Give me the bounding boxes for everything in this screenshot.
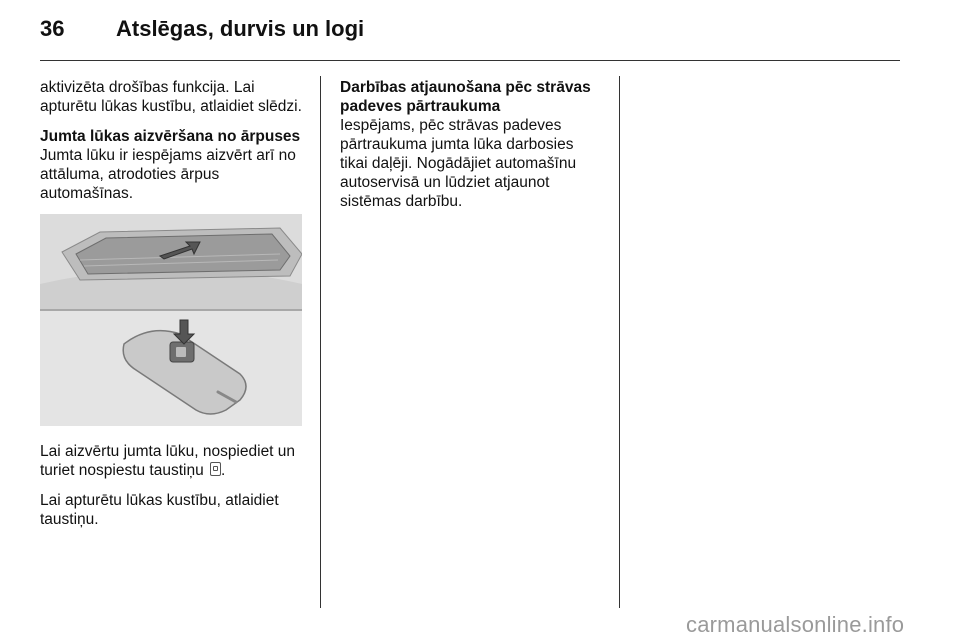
figure-divider [40, 309, 302, 311]
section-paragraph-power-restore: Iespējams, pēc strāvas padeves pārtraukuma jumta lūka darbosies tikai daļēji. Nogādājiet automašīnu autoservisā un lūdziet atjaunot sistēmas darbību. [340, 117, 577, 210]
section-heading-close-from-outside: Jumta lūkas aizvēršana no ārpuses [40, 128, 301, 145]
instruction-release: Lai apturētu lūkas kustību, atlaidiet taustiņu. [40, 492, 279, 528]
watermark: carmanualsonline.info [686, 612, 905, 637]
column-2 [340, 78, 602, 222]
page-title: Atslēgas, durvis un logi [116, 16, 365, 41]
section-heading-power-restore: Darbības atjaunošana pēc strāvas padeves pārtraukuma [340, 79, 591, 115]
page-number: 36 [40, 16, 65, 41]
column-divider-1 [320, 76, 321, 608]
section-paragraph-close-from-outside: Jumta lūku ir iespējams aizvērt arī no attāluma, atrodoties ārpus automašīnas. [40, 147, 296, 202]
page-header [40, 16, 900, 56]
column-1 [40, 78, 306, 540]
sunroof-glass [76, 234, 290, 274]
sunroof-remote-illustration [40, 214, 302, 426]
instruction-press-hold: Lai aizvērtu jumta lūku, nospiediet un turiet nospiestu taustiņu . [40, 443, 296, 479]
intro-paragraph: aktivizēta drošības funkcija. Lai apturētu lūkas kustību, atlaidiet slēdzi. [40, 79, 302, 115]
remote-key-button-icon [210, 462, 221, 476]
illustration-svg [40, 214, 302, 426]
header-divider [40, 60, 900, 61]
column-divider-2 [619, 76, 620, 608]
